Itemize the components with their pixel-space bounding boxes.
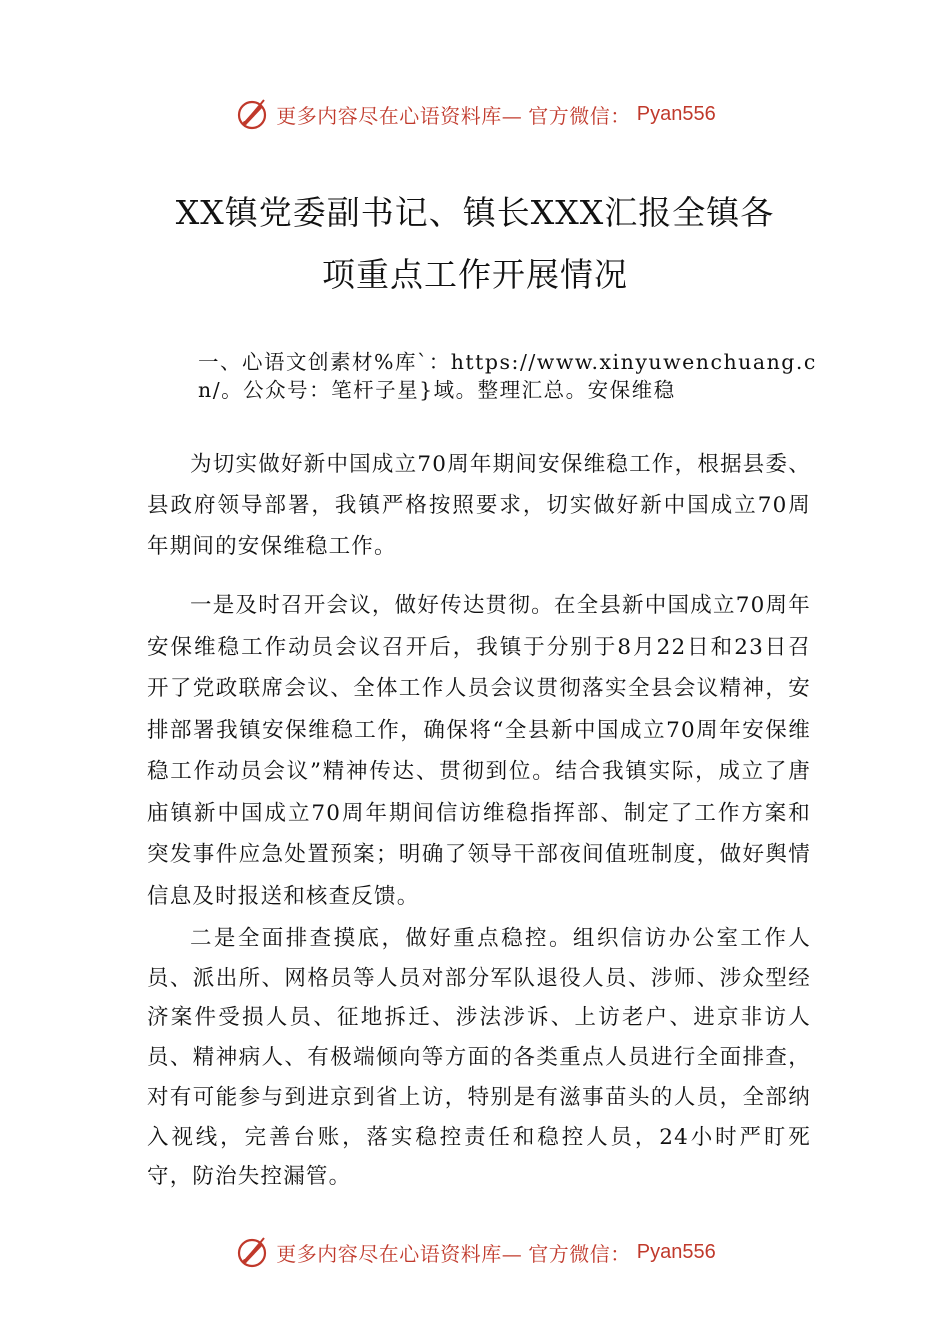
title-line-2: 项重点工作开展情况 <box>322 255 628 294</box>
title-line-1: XX镇党委副书记、镇长XXX汇报全镇各 <box>175 193 775 232</box>
document-title <box>100 182 850 306</box>
paragraph-screening: 二是全面排查摸底，做好重点稳控。组织信访办公室工作人员、派出所、网格员等人员对部分军队退役人员、涉师、涉众型经济案件受损人员、征地拆迁、涉法涉诉、上访老户、进京非访人员、精神病人、有极端倾向等方面的各类重点人员进行全面排查，对有可能参与到进京到省上访，特别是有滋事苗头的人员，全部纳入视线，完善台账，落实稳控责任和稳控人员，24小时严盯死守，防治失控漏管。 <box>147 926 811 1190</box>
paragraph-intro: 为切实做好新中国成立70周年期间安保维稳工作，根据县委、县政府领导部署，我镇严格按照要求，切实做好新中国成立70周年期间的安保维稳工作。 <box>147 452 811 559</box>
quill-logo-icon <box>234 1234 270 1270</box>
document-body <box>147 444 811 1197</box>
banner-brand-text: 更多内容尽在心语资料库— <box>276 1241 523 1266</box>
banner-label-text: 官方微信： <box>528 103 631 128</box>
footer-watermark-banner <box>0 1232 950 1272</box>
quill-logo-icon <box>234 96 270 132</box>
banner-handle-text: Pyan556 <box>636 102 716 125</box>
banner-label-text: 官方微信： <box>528 1241 631 1266</box>
paragraph-meetings: 一是及时召开会议，做好传达贯彻。在全县新中国成立70周年安保维稳工作动员会议召开后，我镇于分别于8月22日和23日召开了党政联席会议、全体工作人员会议贯彻落实全县会议精神，安排部署我镇安保维稳工作，确保将“全县新中国成立70周年安保维稳工作动员会议”精神传达、贯彻到位。结合我镇实际，成立了唐庙镇新中国成立70周年期间信访维稳指挥部、制定了工作方案和突发事件应急处置预案；明确了领导干部夜间值班制度，做好舆情信息及时报送和核查反馈。 <box>147 593 811 909</box>
section-heading: 一、心语文创素材%库`：https://www.xinyuwenchuang.cn/。公众号：笔杆子星}域。整理汇总。安保维稳 <box>198 350 817 402</box>
banner-brand-text: 更多内容尽在心语资料库— <box>276 103 523 128</box>
header-watermark-banner <box>0 94 950 134</box>
banner-handle-text: Pyan556 <box>636 1240 716 1263</box>
